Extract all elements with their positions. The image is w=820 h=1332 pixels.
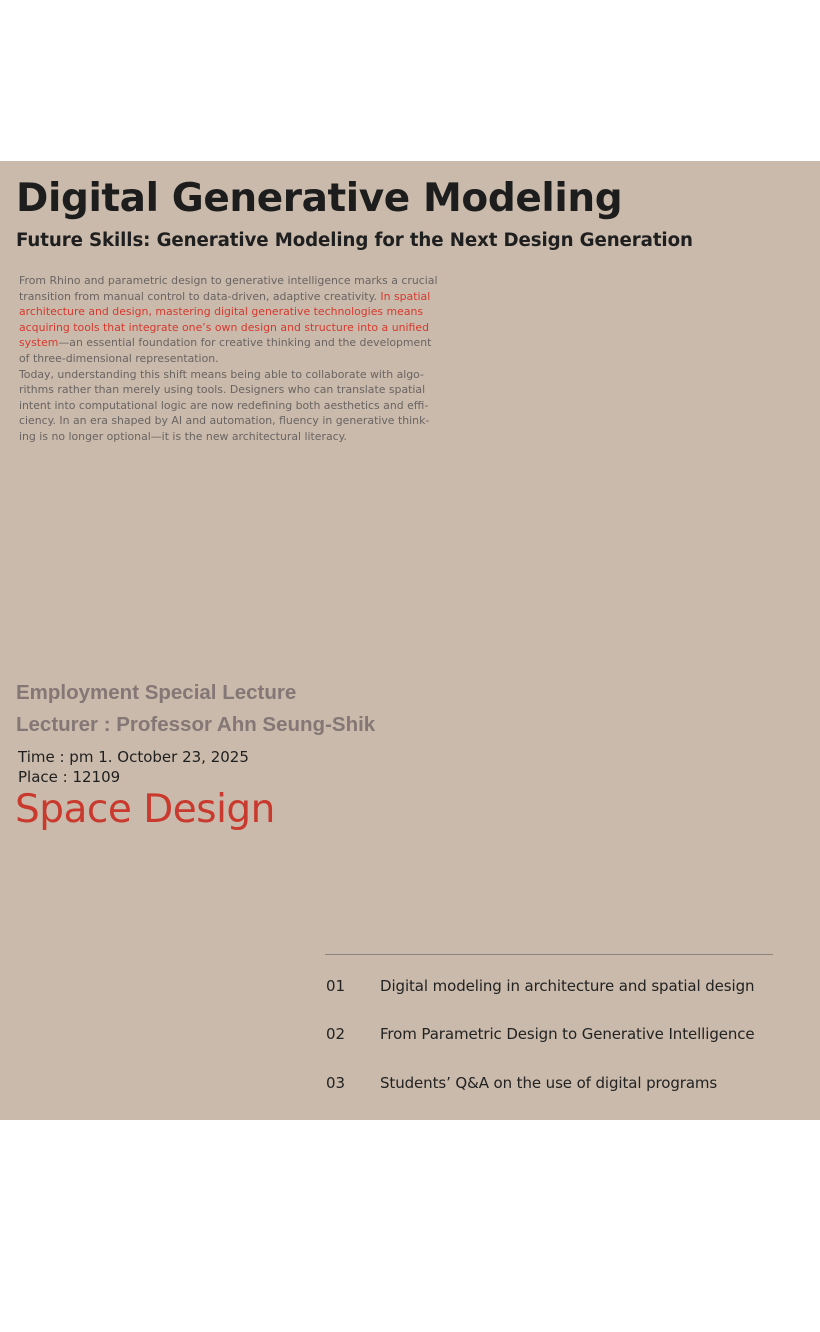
description-line	[19, 304, 439, 320]
agenda-text: Students’ Q&A on the use of digital programs	[380, 1074, 718, 1092]
department-title: Space Design	[15, 787, 275, 832]
description-line	[19, 382, 439, 398]
agenda-number: 01	[326, 977, 346, 995]
event-place: Place : 12109	[18, 768, 121, 786]
description-text: of three-dimensional representation.	[19, 351, 219, 365]
description-text: ciency. In an era shaped by AI and automation, fluency in generative think-	[19, 414, 430, 428]
description-text: —an essential foundation for creative thinking and the development	[58, 336, 432, 350]
agenda-divider	[325, 954, 773, 955]
highlighted-text: system	[19, 336, 59, 350]
agenda-item	[326, 1025, 786, 1049]
lecture-poster	[0, 161, 820, 1120]
agenda-item	[326, 1074, 786, 1098]
agenda-text: Digital modeling in architecture and spatial design	[380, 977, 755, 995]
event-time: Time : pm 1. October 23, 2025	[18, 748, 249, 766]
poster-title: Digital Generative Modeling	[16, 176, 623, 221]
highlighted-text: architecture and design, mastering digital generative technologies means	[19, 305, 424, 319]
description-line	[19, 398, 439, 414]
description-text: transition from manual control to data-driven, adaptive creativity.	[19, 289, 381, 303]
description-paragraph	[19, 273, 439, 445]
agenda-number: 03	[326, 1074, 346, 1092]
description-line	[19, 273, 439, 289]
description-text: Today, understanding this shift means being able to collaborate with algo-	[19, 367, 424, 381]
description-text: rithms rather than merely using tools. Designers who can translate spatial	[19, 383, 426, 397]
description-line	[19, 335, 439, 351]
agenda-text: From Parametric Design to Generative Intelligence	[380, 1025, 755, 1043]
description-line	[19, 413, 439, 429]
description-line	[19, 289, 439, 305]
agenda-number: 02	[326, 1025, 346, 1043]
lecturer-label: Lecturer : Professor Ahn Seung-Shik	[16, 713, 376, 736]
description-line	[19, 429, 439, 445]
description-text: intent into computational logic are now redefining both aesthetics and effi-	[19, 398, 429, 412]
description-line	[19, 351, 439, 367]
description-text: ing is no longer optional—it is the new architectural literacy.	[19, 429, 347, 443]
description-line	[19, 320, 439, 336]
highlighted-text: In spatial	[380, 289, 431, 303]
description-text: From Rhino and parametric design to generative intelligence marks a crucial	[19, 274, 438, 287]
highlighted-text: acquiring tools that integrate one’s own design and structure into a unified	[19, 320, 429, 334]
poster-subtitle: Future Skills: Generative Modeling for the Next Design Generation	[16, 230, 693, 251]
event-label: Employment Special Lecture	[16, 681, 297, 704]
description-line	[19, 367, 439, 383]
agenda-item	[326, 977, 786, 1001]
